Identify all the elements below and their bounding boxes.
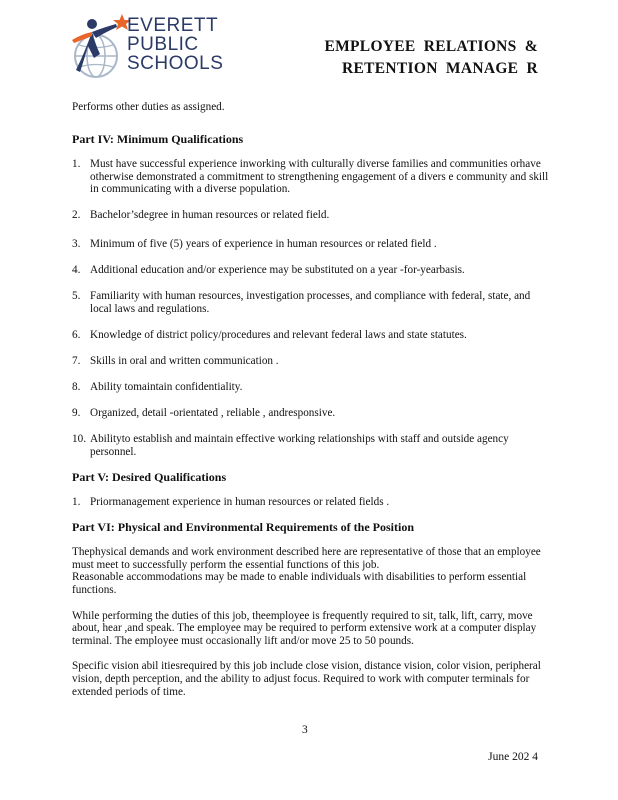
item-text: Ability tomaintain confidentiality. bbox=[90, 381, 243, 394]
item-number: 7. bbox=[72, 355, 81, 368]
item-text: Additional education and/or experience may be substituted on a year -for-yearbasis. bbox=[90, 264, 465, 277]
list-item bbox=[72, 264, 550, 277]
other-duties-line: Performs other duties as assigned. bbox=[72, 101, 225, 113]
vision-paragraph: Specific vision abil itiesrequired by this job include close vision, distance vision, color vision, peripheral vision, depth perception, and the ability to adjust focus. Required to work with computer terminals for extended periods of time. bbox=[72, 660, 541, 698]
page-number: 3 bbox=[302, 724, 308, 736]
desired-qualifications-list bbox=[72, 496, 550, 509]
item-number: 4. bbox=[72, 264, 81, 277]
list-item bbox=[72, 329, 550, 342]
list-item bbox=[72, 381, 550, 394]
item-text: Knowledge of district policy/procedures and relevant federal laws and state statutes. bbox=[90, 328, 467, 341]
minimum-qualifications-list bbox=[72, 158, 550, 458]
item-text: Skills in oral and written communication . bbox=[90, 355, 279, 368]
item-text: Priormanagement experience in human resources or related fields . bbox=[90, 496, 390, 509]
title-line-2: RETENTION MANAGE R bbox=[342, 60, 538, 77]
item-text: Must have successful experience inworking with culturally diverse families and communities orhave otherwise demonstrated a commitment to strengthening engagement of a divers e community and skill in communicating with a diverse population. bbox=[90, 158, 549, 196]
item-number: 5. bbox=[72, 290, 81, 303]
list-item bbox=[72, 407, 550, 420]
part-5-heading: Part V: Desired Qualifications bbox=[72, 469, 227, 484]
item-text: Minimum of five (5) years of experience in human resources or related field . bbox=[90, 238, 437, 251]
item-text: Bachelor’sdegree in human resources or related field. bbox=[90, 209, 330, 222]
part-4-heading: Part IV: Minimum Qualifications bbox=[72, 131, 244, 146]
item-text: Familiarity with human resources, investigation processes, and compliance with federal, state, and local laws and regulations. bbox=[90, 290, 531, 315]
list-item bbox=[72, 209, 550, 222]
figure-with-star-and-globe-logo-icon bbox=[70, 10, 134, 82]
logo-line-3: SCHOOLS bbox=[127, 53, 224, 74]
document-body bbox=[72, 101, 550, 711]
item-number: 6. bbox=[72, 328, 81, 341]
item-text: Organized, detail -orientated , reliable , andresponsive. bbox=[90, 407, 336, 420]
logo-line-2: PUBLIC bbox=[127, 34, 199, 55]
item-number: 10. bbox=[72, 433, 86, 446]
item-number: 2. bbox=[72, 209, 81, 222]
list-item bbox=[72, 355, 550, 368]
document-title bbox=[324, 36, 538, 80]
title-line-1: EMPLOYEE RELATIONS & bbox=[324, 38, 538, 55]
list-item bbox=[72, 238, 550, 251]
list-item bbox=[72, 290, 550, 315]
duties-paragraph: While performing the duties of this job, theemployee is frequently required to sit, talk, lift, carry, move about, hear ,and speak. The employee may be required to perform extensive work at a computer display terminal. The employee must occasionally lift and/or move 25 to 50 pounds. bbox=[72, 609, 537, 647]
item-text: Abilityto establish and maintain effective working relationships with staff and outside agency personnel. bbox=[90, 433, 509, 458]
list-item bbox=[72, 158, 550, 196]
item-number: 8. bbox=[72, 381, 81, 394]
item-number: 9. bbox=[72, 407, 81, 420]
district-logo bbox=[70, 10, 240, 82]
list-item bbox=[72, 433, 550, 458]
physical-demands-paragraph: Thephysical demands and work environment described here are representative of those that an employee must meet to successfully perform the essential functions of this job. bbox=[72, 546, 541, 571]
item-number: 3. bbox=[72, 238, 81, 251]
footer-date: June 202 4 bbox=[488, 751, 538, 763]
item-number: 1. bbox=[72, 496, 81, 509]
list-item bbox=[72, 496, 550, 509]
item-number: 1. bbox=[72, 158, 81, 171]
logo-line-1: EVERETT bbox=[127, 15, 219, 36]
part-6-heading: Part VI: Physical and Environmental Requirements of the Position bbox=[72, 519, 415, 534]
accommodations-paragraph: Reasonable accommodations may be made to enable individuals with disabilities to perform essential functions. bbox=[72, 571, 527, 597]
district-name bbox=[127, 16, 223, 73]
